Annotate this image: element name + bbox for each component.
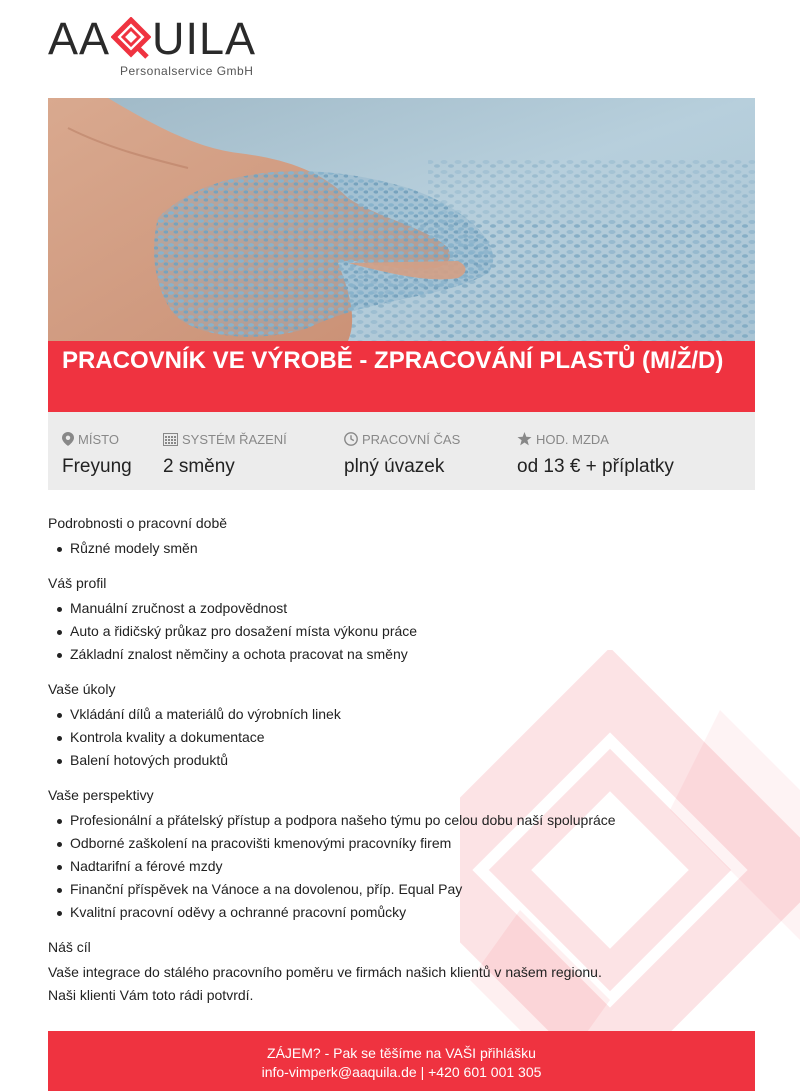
calendar-icon [163,432,178,446]
info-label-working-time: PRACOVNÍ ČAS [362,431,461,447]
hero-image [48,98,755,341]
list-item: Kontrola kvality a dokumentace [48,726,748,749]
footer-email-link[interactable]: info-vimperk@aaquila.de [261,1064,417,1080]
list-item: Finanční příspěvek na Vánoce a na dovolenou, příp. Equal Pay [48,878,748,901]
list-item: Kvalitní pracovní oděvy a ochranné pracovní pomůcky [48,901,748,924]
job-info-bar [48,412,755,490]
footer-contact-line [48,1063,755,1082]
section-title-profile: Váš profil [48,575,107,591]
logo-text-right: UILA [152,13,257,64]
section-tasks [48,680,748,772]
section-goal [48,938,748,1007]
star-icon [517,432,532,446]
goal-text-line: Vaše integrace do stálého pracovního poměru ve firmách našich klientů v našem regionu. [48,964,602,980]
info-label-location: MÍSTO [78,431,119,447]
section-title-tasks: Vaše úkoly [48,681,116,697]
section-perspectives [48,786,748,924]
job-description [48,514,748,1021]
logo-subtitle: Personalservice GmbH [120,64,254,78]
list-item: Základní znalost němčiny a ochota pracovat na směny [48,643,748,666]
job-title-banner [48,341,755,412]
clock-icon [344,432,358,446]
list-item: Manuální zručnost a zodpovědnost [48,597,748,620]
footer-cta-text: ZÁJEM? - Pak se těšíme na VAŠI přihlášku [267,1045,536,1061]
info-working-time [344,430,460,478]
info-value-location: Freyung [62,456,132,477]
job-title: PRACOVNÍK VE VÝROBĚ - ZPRACOVÁNÍ PLASTŮ (M/Ž/D) [62,347,724,374]
list-item: Nadtarifní a férové mzdy [48,855,748,878]
list-item: Různé modely směn [48,537,748,560]
info-value-shift-system: 2 směny [163,456,235,477]
section-schedule [48,514,748,560]
footer-phone-link[interactable]: +420 601 001 305 [428,1064,542,1080]
contact-footer [48,1031,755,1091]
info-value-working-time: plný úvazek [344,456,445,477]
info-value-hourly-wage: od 13 € + příplatky [517,456,674,477]
section-title-schedule: Podrobnosti o pracovní době [48,515,228,531]
section-profile [48,574,748,666]
location-icon [62,432,74,446]
info-label-hourly-wage: HOD. MZDA [536,431,609,447]
list-item: Vkládání dílů a materiálů do výrobních linek [48,703,748,726]
list-item: Odborné zaškolení na pracovišti kmenovými pracovníky firem [48,832,748,855]
list-item: Balení hotových produktů [48,749,748,772]
goal-text-line: Naši klienti Vám toto rádi potvrdí. [48,987,254,1003]
info-location [62,430,132,478]
footer-separator: | [416,1064,429,1080]
logo-q-diamond-icon [111,17,151,61]
info-label-shift-system: SYSTÉM ŘAZENÍ [182,431,287,447]
section-title-perspectives: Vaše perspektivy [48,787,154,803]
logo-text-left: AA [48,13,111,64]
info-hourly-wage [517,430,674,478]
section-title-goal: Náš cíl [48,939,91,955]
list-item: Profesionální a přátelský přístup a podpora našeho týmu po celou dobu naší spolupráce [48,809,748,832]
logo-wordmark [48,13,257,64]
aaquila-logo [48,14,278,80]
info-shift-system [163,430,287,478]
list-item: Auto a řidičský průkaz pro dosažení místa výkonu práce [48,620,748,643]
